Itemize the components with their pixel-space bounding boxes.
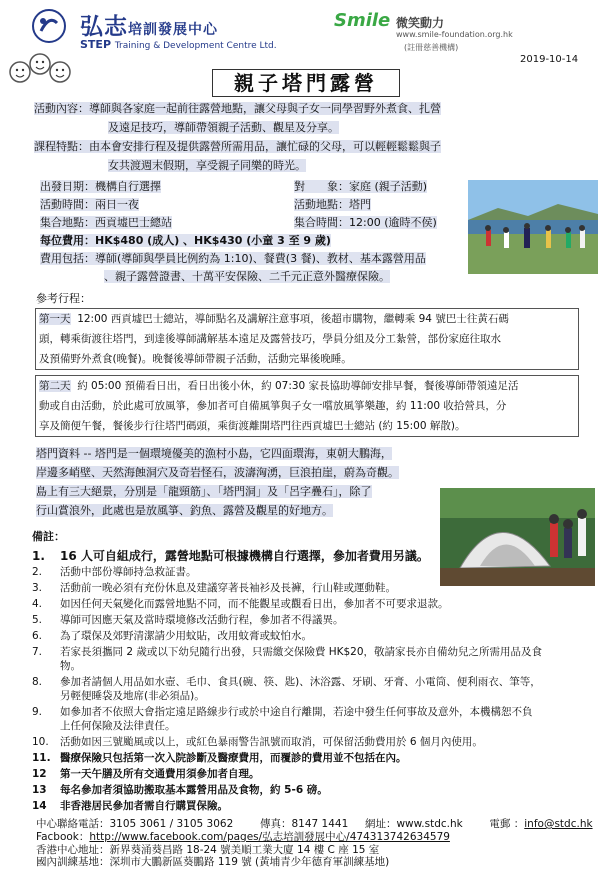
- day1-line-1: 第一天 12:00 西貢墟巴士總站，導師點名及講解注意事項，後超市購物，繼轉乘 94 號巴士往黃石碼: [39, 313, 509, 325]
- footer-address: 香港中心地址：新界葵涌葵昌路 18-24 號美順工業大廈 14 樓 C 座 15 室: [36, 844, 380, 856]
- itinerary-label: 參考行程：: [36, 292, 91, 305]
- feature-line-1: 課程特點：由本會安排行程及提供露營所需用品，讓忙碌的父母，可以輕輕鬆鬆與子: [34, 140, 441, 153]
- hiking-group-photo: [468, 180, 598, 274]
- detail-duration: 活動時間：兩日一夜: [40, 198, 139, 211]
- day1-line-3: 及預備野外煮食(晚餐)。晚餐後導師帶親子活動，活動完畢後晚睡。: [39, 353, 352, 365]
- detail-date: 出發日期：機構自行選擇: [40, 180, 161, 193]
- day1-box: [35, 308, 579, 370]
- email-link[interactable]: info@stdc.hk: [524, 818, 593, 830]
- step-logo-icon: [32, 9, 66, 43]
- detail-meet-place: 集合地點：西貢墟巴士總站: [40, 216, 172, 229]
- detail-includes-1: 費用包括：導師(導師與學員比例約為 1:10)、餐費(3 餐)、教材、基本露營用品: [40, 252, 426, 265]
- day1-line-2: 頭，轉乘街渡往塔門，到達後導師講解基本遠足及露營技巧，學員分組及分工紮營，部份家庭往取水: [39, 333, 501, 345]
- cartoon-faces-icon: [8, 50, 72, 88]
- smile-url: www.smile-foundation.org.hk: [396, 30, 513, 39]
- website-link[interactable]: www.stdc.hk: [396, 818, 463, 830]
- detail-target: 對 象：家庭 (親子活動): [294, 180, 428, 193]
- notes-label: 備註：: [32, 530, 65, 543]
- content-line-2: 及遠足技巧，導師帶領親子活動、觀星及分享。: [108, 121, 339, 134]
- smile-name-cn: 微笑動力: [396, 16, 445, 30]
- day2-box: [35, 375, 579, 437]
- detail-meet-time: 集合時間：12:00 (逾時不侯): [294, 216, 437, 229]
- org-name-en: STEP Training & Development Centre Ltd.: [80, 38, 277, 51]
- day2-line-2: 動或自由活動，於此處可放風箏，參加者可自備風箏與子女一嚐放風箏樂趣，約 11:00 收拾營具，分: [39, 400, 507, 412]
- smile-note: (註冊慈善機構): [404, 43, 459, 52]
- detail-includes-2: 、親子露營證書、十萬平安保險、二千元正意外醫療保險。: [104, 270, 390, 283]
- day2-line-1: 第二天 約 05:00 預備看日出，看日出後小休，約 07:30 家長協助導師安排早餐，餐後導師帶領遠足活: [39, 380, 519, 392]
- info-line-2: 岸邊多峭壁、天然海蝕洞穴及奇岩怪石，波濤洶湧，巨浪拍崖，蔚為奇觀。: [36, 466, 399, 479]
- footer-contact: 中心聯絡電話：3105 3061 / 3105 3062 傳真：8147 1441 網址：www.stdc.hk 電郵 ：info@stdc.hk: [36, 818, 593, 830]
- page-title: 親子塔門露營: [212, 69, 400, 97]
- content-line-1: 活動內容：導師與各家庭一起前往露營地點，讓父母與子女一同學習野外煮食、扎營: [34, 102, 441, 115]
- facebook-link[interactable]: http://www.facebook.com/pages/弘志培訓發展中心/474313742634579: [89, 831, 450, 843]
- feature-line-2: 女共渡週末假期，享受親子同樂的時光。: [108, 159, 306, 172]
- day2-line-3: 享及簡便午餐，餐後步行往塔門碼頭，乘街渡離開塔門往西貢墟巴士總站 (約 15:00 解散)。: [39, 420, 466, 432]
- org-name-cn: 弘志培訓發展中心: [80, 14, 218, 40]
- detail-fee: 每位費用：HK$480 (成人) 、HK$430 (小童 3 至 9 歲): [40, 234, 331, 247]
- smile-logo: Smile: [334, 10, 391, 31]
- document-date: 2019-10-14: [520, 54, 579, 65]
- footer-facebook: Facbook：http://www.facebook.com/pages/弘志培訓發展中心/474313742634579: [36, 831, 450, 843]
- info-line-1: 塔門資料 -- 塔門是一個環境優美的漁村小島，它四面環海，東朝大鵬海，: [36, 447, 392, 460]
- info-line-4: 行山賞浪外，此處也是放風箏、釣魚、露營及觀星的好地方。: [36, 504, 333, 517]
- info-line-3: 島上有三大絕景，分別是「龍頸筋」、「塔門洞」及「呂字疊石」，除了: [36, 485, 372, 498]
- footer-base: 國內訓練基地：深圳市大鵬新區葵鵬路 119 號 (黃埔青少年德育軍訓練基地): [36, 856, 390, 868]
- detail-place: 活動地點：塔門: [294, 198, 371, 211]
